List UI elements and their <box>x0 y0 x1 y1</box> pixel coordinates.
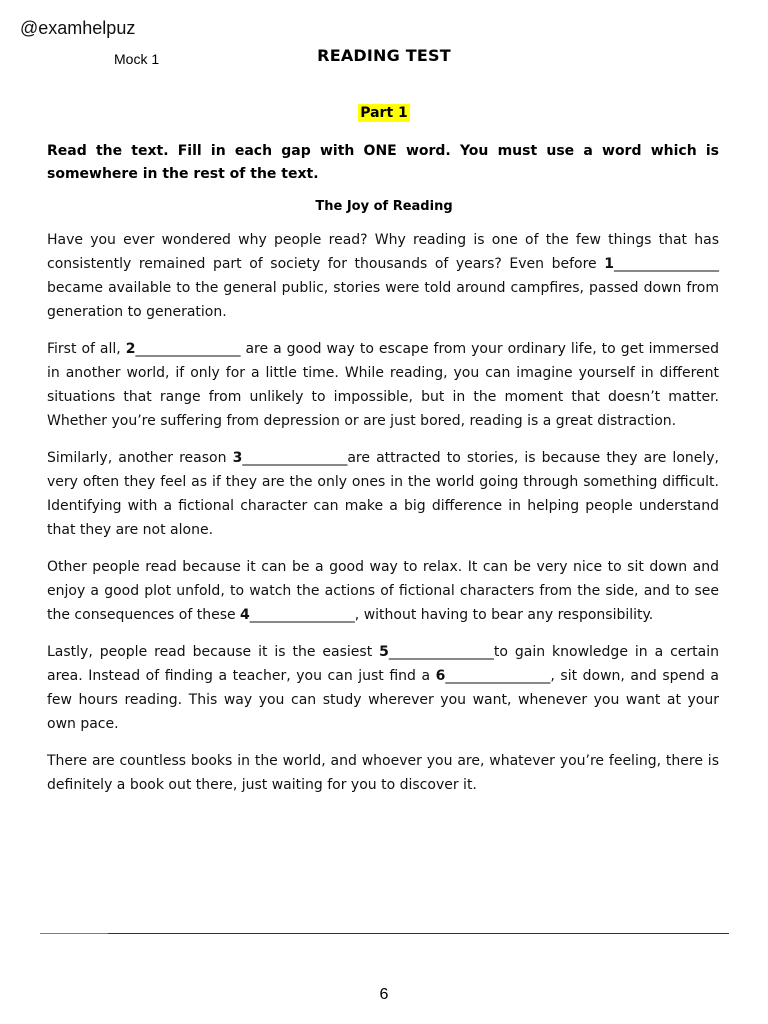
paragraph-text: are attracted to stories, is because they are lonely, very often they feel as if they are the only ones in the world going through something difficult. Identifying with a fictional character can make a big difference in helping people understand that they are not alone. <box>47 450 719 538</box>
paragraph-text: There are countless books in the world, and whoever you are, whatever you’re feeling, there is definitely a book out there, just waiting for you to discover it. <box>47 753 719 793</box>
mock-label: Mock 1 <box>114 51 160 67</box>
gap-5[interactable] <box>379 644 494 660</box>
reading-text <box>47 228 719 810</box>
gap-6[interactable] <box>436 668 551 684</box>
page-title <box>0 46 768 65</box>
paragraph-3 <box>47 446 719 542</box>
paragraph-text: , sit down, and spend a few hours reading. This way you can study wherever you want, whenever you want at your own pace. <box>47 668 720 732</box>
page-number: 6 <box>379 986 389 1003</box>
instructions: Read the text. Fill in each gap with ONE word. You must use a word which is somewhere in the rest of the text. <box>47 143 719 182</box>
footer-rule <box>108 933 729 934</box>
part-heading-highlight: Part 1 <box>360 105 408 121</box>
page-title-text: READING TEST <box>317 46 451 65</box>
paragraph-text: Have you ever wondered why people read? Why reading is one of the few things that has consistently remained part of society for thousands of years? Even before <box>47 232 719 272</box>
text-title: The Joy of Reading <box>315 199 453 214</box>
gap-line: _______________ <box>135 341 241 357</box>
paragraph-2 <box>47 337 719 433</box>
gap-line: _______________ <box>388 644 494 660</box>
paragraph-text: to gain knowledge in a certain area. Instead of finding a teacher, you can just find a <box>47 644 719 684</box>
paragraph-text: First of all, <box>47 341 126 357</box>
paragraph-6 <box>47 749 719 797</box>
paragraph-text: , without having to bear any responsibility. <box>354 607 654 623</box>
paragraph-text: became available to the general public, stories were told around campfires, passed down from generation to generation. <box>47 280 719 320</box>
paragraph-5 <box>47 640 719 736</box>
gap-number: 4 <box>240 607 250 623</box>
paragraph-4 <box>47 555 719 627</box>
gap-number: 3 <box>232 450 243 466</box>
gap-2[interactable] <box>126 341 241 357</box>
gap-line: _______________ <box>614 256 719 272</box>
gap-3[interactable] <box>233 450 348 466</box>
gap-number: 5 <box>379 644 389 660</box>
gap-line: _______________ <box>249 607 355 623</box>
paragraph-text: are a good way to escape from your ordinary life, to get immersed in another world, if only for a little time. While reading, you can imagine yourself in different situations that range from unlikely to impossible, but in the moment that doesn’t matter. Whether you’re suffering from depression or are just bored, reading is a great distraction. <box>47 341 719 429</box>
part-heading <box>0 105 768 121</box>
gap-1[interactable] <box>604 256 719 272</box>
gap-number: 2 <box>125 341 136 357</box>
gap-4[interactable] <box>240 607 355 623</box>
paragraph-text: Similarly, another reason <box>47 450 233 466</box>
watermark: @examhelpuz <box>20 18 136 38</box>
paragraph-text: Other people read because it can be a good way to relax. It can be very nice to sit down and enjoy a good plot unfold, to watch the actions of fictional characters from the side, and to see the consequences of these <box>47 559 719 623</box>
paragraph-1 <box>47 228 719 324</box>
gap-number: 6 <box>435 668 446 684</box>
gap-line: _______________ <box>242 450 348 466</box>
gap-line: _______________ <box>445 668 551 684</box>
paragraph-text: Lastly, people read because it is the easiest <box>47 644 380 660</box>
gap-number: 1 <box>604 256 614 272</box>
footer-rule-accent <box>40 933 108 934</box>
